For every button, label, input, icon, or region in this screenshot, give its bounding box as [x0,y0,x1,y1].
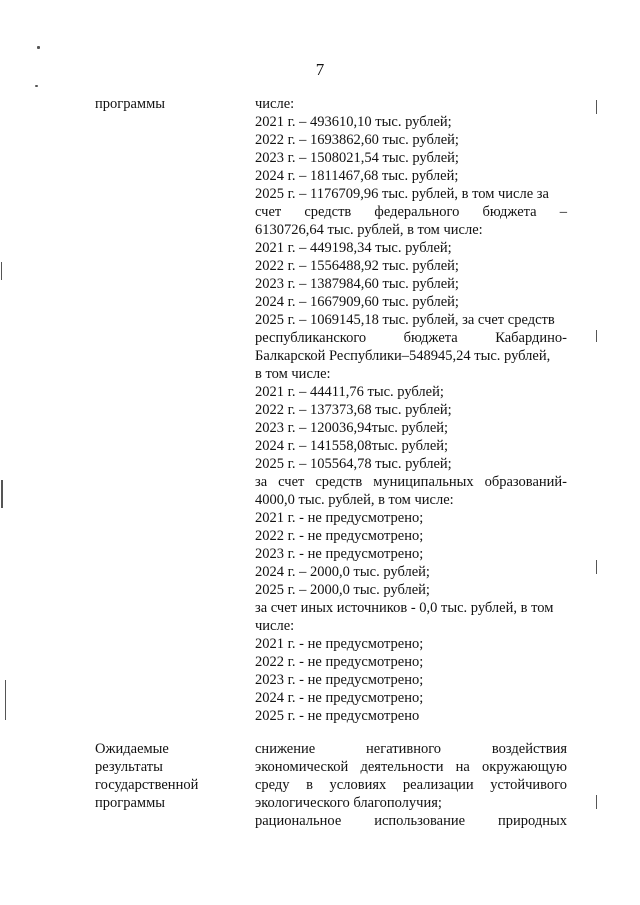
text-line: 2024 г. – 141558,08тыс. рублей; [255,438,449,454]
text-line: 4000,0 тыс. рублей, в том числе: [255,492,454,508]
text-line: счет средств федерального бюджета – [255,204,567,220]
text-line: числе: [255,96,295,112]
scan-mark [596,560,597,574]
text-line: 2024 г. - не предусмотрено; [255,690,424,706]
text-line: 2022 г. – 1556488,92 тыс. рублей; [255,258,459,274]
text-line: экологического благополучия; [255,795,442,811]
label-line: Ожидаемые [95,741,169,757]
text-line: 2024 г. – 1667909,60 тыс. рублей; [255,294,459,310]
scan-mark [1,262,2,280]
text-line: республиканского бюджета Кабардино- [255,330,567,346]
scan-mark [37,46,40,49]
text-line: 2021 г. – 493610,10 тыс. рублей; [255,114,452,130]
text-line: 2022 г. – 137373,68 тыс. рублей; [255,402,452,418]
text-line: 2023 г. – 1387984,60 тыс. рублей; [255,276,459,292]
text-line: снижение негативного воздействия [255,741,567,757]
text-line: 2021 г. - не предусмотрено; [255,636,424,652]
scan-mark [596,330,597,342]
text-line: 2022 г. - не предусмотрено; [255,654,424,670]
text-line: 2025 г. – 2000,0 тыс. рублей; [255,582,430,598]
text-line: 2022 г. – 1693862,60 тыс. рублей; [255,132,459,148]
section-funding-label: программы [95,96,165,112]
text-line: 2023 г. – 120036,94тыс. рублей; [255,420,449,436]
scan-mark [1,480,3,508]
text-line: 2024 г. – 1811467,68 тыс. рублей; [255,168,459,184]
label-line: государственной [95,777,199,793]
text-line: 2025 г. - не предусмотрено [255,708,420,724]
text-line: числе: [255,618,295,634]
text-line: за счет иных источников - 0,0 тыс. рублей, в том [255,600,554,616]
text-line: Балкарской Республики–548945,24 тыс. рублей, [255,348,551,364]
text-line: 2023 г. - не предусмотрено; [255,546,424,562]
section-funding-text [255,95,567,725]
page-number: 7 [315,60,325,79]
scan-mark [35,85,38,87]
text-line: 6130726,64 тыс. рублей, в том числе: [255,222,483,238]
text-line: 2021 г. – 44411,76 тыс. рублей; [255,384,444,400]
text-line: 2021 г. – 449198,34 тыс. рублей; [255,240,452,256]
text-line: экономической деятельности на окружающую [255,759,567,775]
text-line: за счет средств муниципальных образований- [255,474,567,490]
label-line: программы [95,795,165,811]
text-line: 2025 г. – 105564,78 тыс. рублей; [255,456,452,472]
scan-mark [596,795,597,809]
text-line: 2025 г. – 1176709,96 тыс. рублей, в том числе за [255,186,549,202]
text-line: 2024 г. – 2000,0 тыс. рублей; [255,564,430,580]
text-line: среду в условиях реализации устойчивого [255,777,567,793]
label-line: результаты [95,759,163,775]
section-results-label [95,740,235,812]
text-line: 2023 г. – 1508021,54 тыс. рублей; [255,150,459,166]
text-line: 2023 г. - не предусмотрено; [255,672,424,688]
scan-mark [5,680,6,720]
text-line: 2025 г. – 1069145,18 тыс. рублей, за счет средств [255,312,555,328]
text-line: в том числе: [255,366,331,382]
text-line: 2021 г. - не предусмотрено; [255,510,424,526]
text-line: рациональное использование природных [255,813,567,829]
text-line: 2022 г. - не предусмотрено; [255,528,424,544]
section-results-text [255,740,567,830]
scan-mark [596,100,597,114]
